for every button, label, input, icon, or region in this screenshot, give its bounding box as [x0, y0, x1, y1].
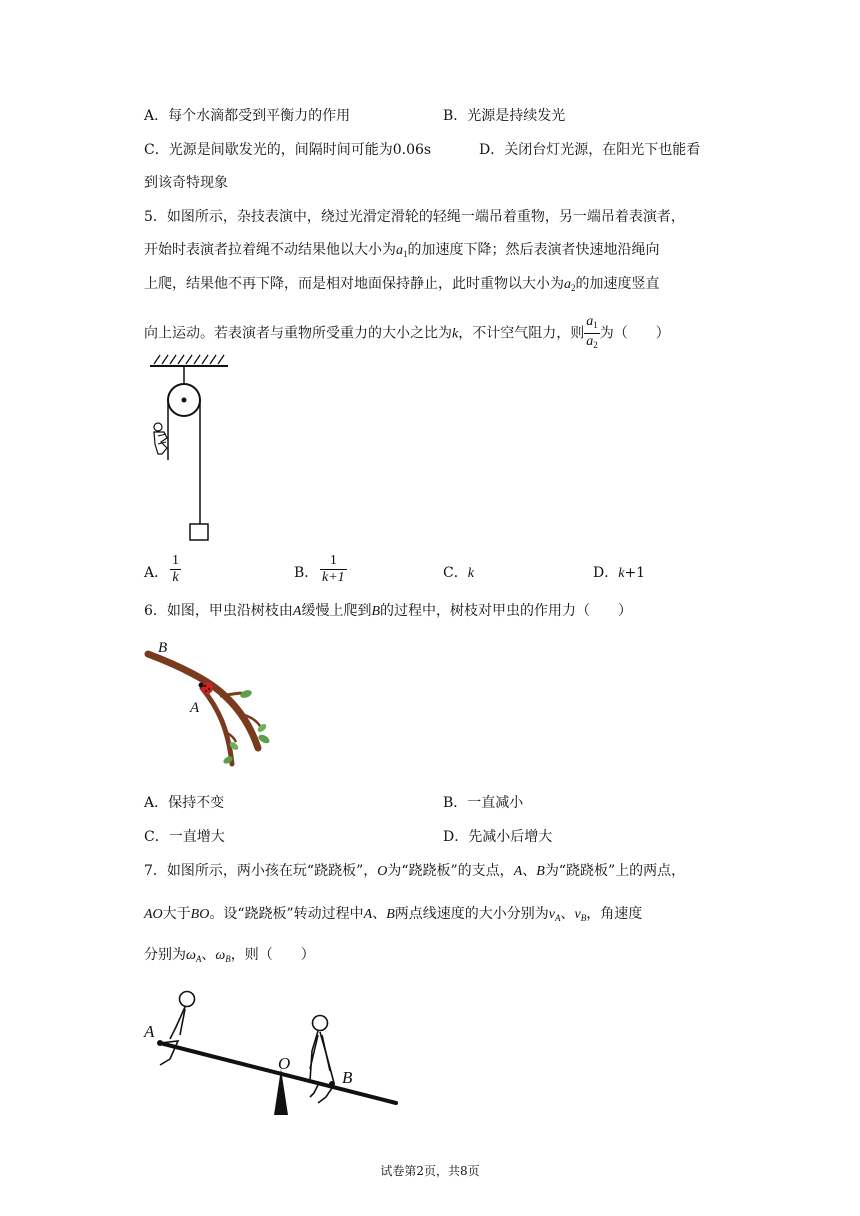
q7-line-2: AO大于BO。设“跷跷板”转动过程中A、B两点线速度的大小分别为$v_A$、$v_B$，角速度 — [144, 906, 643, 923]
q4-option-a: A．每个水滴都受到平衡力的作用 — [144, 108, 351, 124]
fraction-a1-over-a2: $\frac{a_1}{a_2}$ — [586, 314, 598, 350]
branch-with-beetle-figure — [140, 636, 280, 776]
pulley-figure — [140, 350, 240, 546]
q7-line-3: 分别为$\omega_A$、$\omega_B$，则（ ） — [144, 947, 315, 964]
q5-option-c: C．k — [443, 565, 474, 581]
q5-option-a-label: A． — [144, 565, 169, 581]
q5-option-a-fraction: $\frac{1}{k}$ — [172, 553, 179, 585]
point-o-label: O — [278, 1054, 291, 1073]
q5-line-2: 开始时表演者拉着绳不动结果他以大小为$a_1$的加速度下降；然后表演者快速地沿绳向 — [144, 242, 660, 259]
q6-option-b: B．一直减小 — [443, 795, 524, 811]
point-a-label: A — [144, 1022, 155, 1041]
q5-line-3: 上爬，结果他不再下降，而是相对地面保持静止，此时重物以大小为$a_2$的加速度竖直 — [144, 276, 660, 293]
q5-option-b-label: B． — [294, 565, 319, 581]
q5-line-1: 5．如图所示，杂技表演中，绕过光滑定滑轮的轻绳一端吊着重物，另一端吊着表演者， — [144, 209, 685, 225]
q6-option-a: A．保持不变 — [144, 795, 225, 811]
point-a-label: A — [190, 700, 200, 716]
q5-line-4: 向上运动。若表演者与重物所受重力的大小之比为k，不计空气阻力，则 $\frac{a_1}{a_2}$ 为（ ） — [144, 314, 670, 353]
point-b-label: B — [342, 1068, 353, 1087]
q4-option-b: B．光源是持续发光 — [443, 108, 566, 124]
q6-option-d: D．先减小后增大 — [443, 829, 553, 845]
point-b-label: B — [158, 640, 168, 656]
q4-option-c: C．光源是间歇发光的，间隔时间可能为0.06s — [144, 142, 432, 158]
page-footer: 试卷第2页，共8页 — [380, 1164, 480, 1178]
q6-option-c: C．一直增大 — [144, 829, 225, 845]
seesaw-figure — [140, 985, 410, 1120]
q7-line-1: 7．如图所示，两小孩在玩“跷跷板”，O为“跷跷板”的支点，A、B为“跷跷板”上的两点， — [144, 863, 686, 879]
q6-stem: 6．如图，甲虫沿树枝由A缓慢上爬到B的过程中，树枝对甲虫的作用力（ ） — [144, 603, 633, 619]
q4-option-d: D．关闭台灯光源，在阳光下也能看 — [479, 142, 701, 158]
q5-option-b-fraction: $\frac{1}{k+1}$ — [322, 553, 345, 585]
q4-option-d-continued: 到该奇特现象 — [144, 175, 228, 191]
q5-option-d: D．k+1 — [593, 565, 646, 581]
